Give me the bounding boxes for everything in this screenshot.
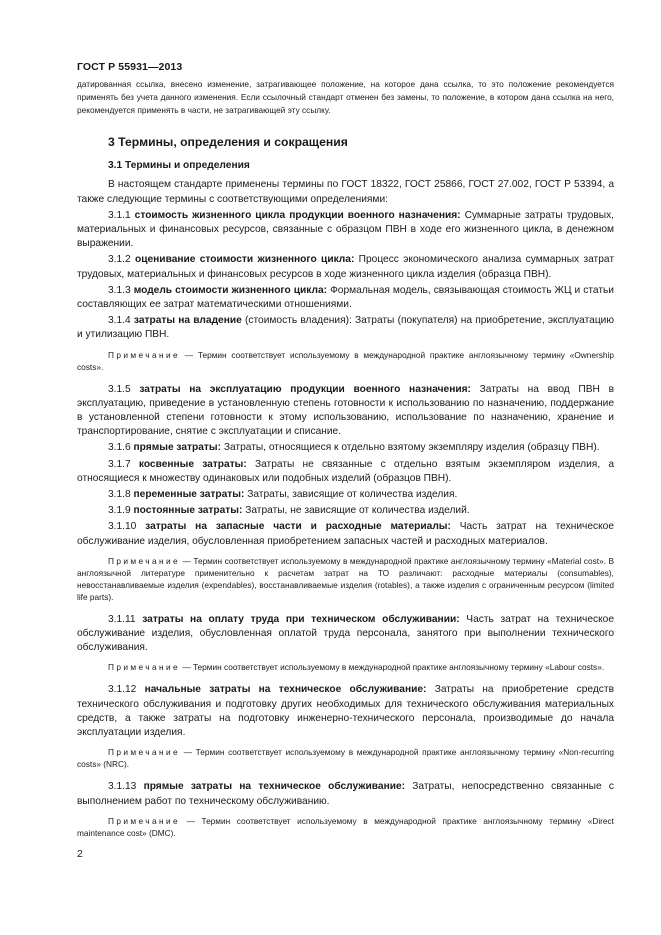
term-name: косвенные затраты: [138,458,247,470]
term-entry [77,488,614,502]
term-definition: Затраты на приобретение средств технического обслуживания и подготовку других необходимых для технического обслуживания материальных средств, а также затраты на подготовку инженерно-технического персонала, производимые до начала эксплуатации изделия. [77,684,614,739]
term-name: затраты на оплату труда при техническом обслуживании: [142,613,460,625]
note-label: Примечание [108,349,181,360]
term-entry [77,209,614,252]
term-definition: Затраты, зависящие от количества изделия. [244,489,458,501]
term-definition: (стоимость владения): Затраты (покупателя) на приобретение, эксплуатацию и утилизацию ПВН. [77,315,614,341]
intro-paragraph: датированная ссылка, внесено изменение, затрагивающее положение, на которое дана ссылка, то это положение рекомендуется применять без учета данного изменения. Если ссылочный стандарт отменен без замены, то положение, в котором дана ссылка на него, рекомендуется применять в части, не затрагивающей эту ссылку. [77,79,614,115]
term-name: постоянные затраты: [133,505,243,517]
term-definition: Часть затрат на техническое обслуживание изделия, обусловленная приобретением запасных частей и расходных материалов. [77,521,614,547]
term-name: оценивание стоимости жизненного цикла: [135,254,355,266]
terms-list [77,209,614,839]
term-note [77,349,614,373]
term-definition: Процесс экономического анализа суммарных затрат трудовых, материальных и финансовых ресурсов в ходе жизненного цикла изделия (образца ПВН). [77,254,614,280]
term-definition: Суммарные затраты трудовых, материальных и финансовых ресурсов, связанные с образцом ПВН в ходе его жизненного цикла, в денежном выражении. [77,209,614,250]
note-label: Примечание [108,747,181,758]
term-number: 3.1.5 [108,383,131,395]
term-number: 3.1.3 [108,284,131,296]
term-number: 3.1.7 [108,458,131,470]
note-label: Примечание [108,662,181,673]
term-definition: Формальная модель, связывающая стоимость ЖЦ и статьи составляющих ее затрат математическими отношениями. [77,284,614,311]
term-entry [77,683,614,740]
term-number: 3.1.6 [108,442,131,454]
term-number: 3.1.4 [108,315,131,327]
term-definition: Затраты, непосредственно связанные с выполнением работ по техническому обслуживанию. [77,781,614,807]
note-text: — Термин соответствует используемому в международной практике англоязычному термину «Ownership costs». [77,349,614,372]
term-name: прямые затраты: [133,442,221,454]
term-name: затраты на владение [133,315,242,327]
term-name: прямые затраты на техническое обслуживание: [143,781,406,793]
term-entry [77,504,614,518]
note-text: — Термин соответствует используемому в международной практике англоязычному термину «Material cost». В англоязычной литературе применительно к расчетам затрат на ТО различают: расходные материалы (consumables), невосстанавливаемые изделия (expendables), восстанавливаемые изделия (rotables), а также изделия с ограниченным ресурсом (limited life parts). [77,555,614,602]
term-number: 3.1.9 [108,505,131,517]
term-number: 3.1.1 [108,209,131,221]
term-entry [77,780,614,808]
note-text: — Термин соответствует используемому в международной практике англоязычному термину «Direct maintenance cost» (DMC). [77,815,614,838]
term-number: 3.1.10 [108,521,137,533]
term-name: затраты на запасные части и расходные материалы: [145,521,451,533]
term-number: 3.1.12 [108,684,137,696]
subsection-title: 3.1 Термины и определения [108,160,250,172]
term-definition: Затраты на ввод ПВН в эксплуатацию, приведение в установленную степень готовности к использованию по назначению, поддержание в установленной степени готовности к этому использованию, использование по назначению, хранение и транспортирование, снятие с эксплуатации и списание. [77,383,614,438]
document-header: ГОСТ Р 55931—2013 [77,61,183,73]
term-number: 3.1.2 [108,254,131,266]
term-definition: Затраты, не зависящие от количества изделий. [242,505,470,517]
term-entry [77,284,614,312]
term-name: начальные затраты на техническое обслуживание: [144,684,427,696]
term-entry [77,520,614,548]
section-title: 3 Термины, определения и сокращения [108,135,348,149]
term-entry [77,441,614,455]
page-number: 2 [77,848,83,860]
document-body [77,78,614,849]
term-name: переменные затраты: [133,489,245,501]
term-note [77,555,614,603]
term-note [77,746,614,770]
term-name: модель стоимости жизненного цикла: [133,284,328,296]
term-entry [77,253,614,281]
note-text: — Термин соответствует используемому в международной практике англоязычному термину «Non-recurring costs» (NRC). [77,747,614,770]
term-note [77,661,614,673]
term-entry [77,613,614,656]
term-definition: Затраты не связанные с отдельно взятым экземпляром изделия, а относящиеся к множеству одинаковых или подобных изделий (образцов ПВН). [77,458,614,484]
term-name: затраты на эксплуатацию продукции военного назначения: [139,383,471,395]
term-number: 3.1.13 [108,781,137,793]
term-definition: Часть затрат на техническое обслуживание изделия, обусловленная оплатой труда персонала, занятого при выполнении технического обслуживания. [77,613,614,654]
term-note [77,815,614,839]
term-entry [77,314,614,342]
term-entry [77,383,614,440]
term-definition: Затраты, относящиеся к отдельно взятому экземпляру изделия (образцу ПВН). [221,442,600,454]
term-entry [77,458,614,486]
term-name: стоимость жизненного цикла продукции военного назначения: [134,209,461,221]
note-label: Примечание [108,555,181,566]
note-label: Примечание [108,815,181,826]
term-number: 3.1.8 [108,489,131,501]
note-text: — Термин соответствует используемому в международной практике англоязычному термину «Labour costs». [180,662,605,673]
section-lead: В настоящем стандарте применены термины по ГОСТ 18322, ГОСТ 25866, ГОСТ 27.002, ГОСТ Р 53394, а также следующие термины с соответствующими определениями: [77,179,614,205]
term-number: 3.1.11 [108,613,136,625]
